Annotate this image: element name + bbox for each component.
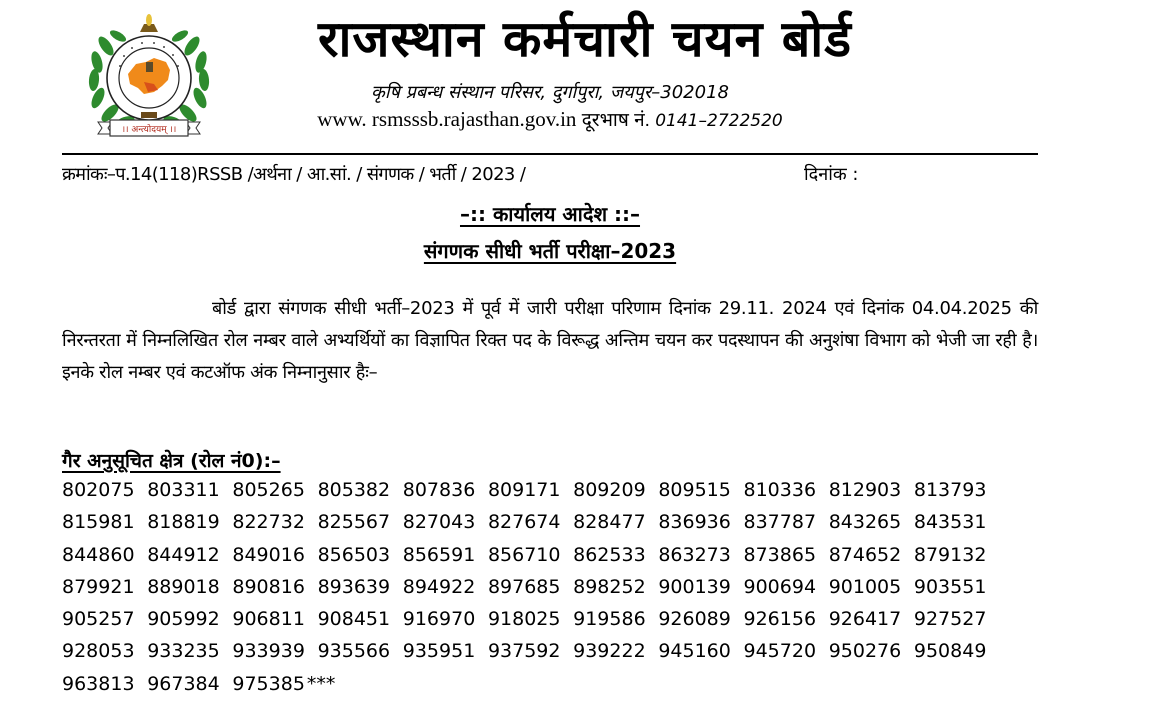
reference-line bbox=[62, 160, 1042, 190]
roll-number: 900139 bbox=[658, 575, 731, 598]
roll-number: 905992 bbox=[147, 608, 220, 631]
roll-number: 818819 bbox=[147, 511, 220, 534]
roll-number: 933939 bbox=[232, 640, 305, 663]
roll-number: 862533 bbox=[573, 543, 646, 566]
roll-number: 937592 bbox=[487, 640, 561, 663]
roll-number: 828477 bbox=[573, 511, 646, 534]
roll-number: 900694 bbox=[743, 575, 817, 598]
roll-number: 809209 bbox=[573, 479, 646, 501]
roll-number: 827674 bbox=[487, 511, 561, 534]
roll-number: 890816 bbox=[232, 575, 305, 598]
roll-number: 901005 bbox=[828, 575, 902, 598]
roll-number: 807836 bbox=[402, 479, 476, 501]
roll-number: 935566 bbox=[317, 640, 391, 663]
roll-number: 933235 bbox=[147, 640, 220, 663]
roll-number: 889018 bbox=[147, 575, 220, 598]
roll-number: 905257 bbox=[62, 608, 135, 631]
roll-number: 908451 bbox=[317, 608, 391, 631]
roll-number: 879132 bbox=[913, 543, 987, 566]
header-divider bbox=[62, 153, 1038, 155]
roll-number: 918025 bbox=[487, 608, 561, 631]
roll-number: 805265 bbox=[232, 479, 305, 501]
roll-number: 928053 bbox=[62, 640, 135, 663]
roll-number: 950849 bbox=[913, 640, 987, 663]
roll-row bbox=[62, 668, 1042, 700]
roll-number: 844860 bbox=[62, 543, 135, 566]
roll-number: 879921 bbox=[62, 575, 135, 598]
roll-number: 805382 bbox=[317, 479, 391, 501]
roll-number: 844912 bbox=[147, 543, 220, 566]
roll-number: 822732 bbox=[232, 511, 305, 534]
roll-row bbox=[62, 603, 1042, 635]
roll-row bbox=[62, 539, 1042, 571]
body-paragraph: बोर्ड द्वारा संगणक सीधी भर्ती–2023 में पूर्व में जारी परीक्षा परिणाम दिनांक 29.11. 2024 एवं दिनांक 04.04.2025 की निरन्तरता में निम्नलिखित रोल नम्बर वाले अभ्यर्थियों का विज्ञापित रिक्त पद के विरूद्ध अन्तिम चयन कर पदस्थापन की अनुशंषा विभाग को भेजी जा रही है। इनके रोल नम्बर एवं कटऑफ अंक निम्नानुसार हैः– bbox=[62, 298, 1038, 383]
roll-number: 815981 bbox=[62, 511, 135, 534]
reference-number: क्रमांकः–प.14(118)RSSB /अर्थना / आ.सां. / संगणक / भर्ती / 2023 / bbox=[62, 164, 526, 185]
roll-number-list bbox=[62, 474, 1042, 700]
roll-number: 809515 bbox=[658, 479, 731, 501]
date-label: दिनांक : bbox=[804, 164, 859, 185]
roll-row bbox=[62, 474, 1042, 506]
roll-number: 939222 bbox=[573, 640, 646, 663]
roll-number: 803311 bbox=[147, 479, 220, 501]
phone-label: दूरभाष नं. bbox=[581, 110, 650, 131]
svg-text:।। अन्त्योदयम् ।।: ।। अन्त्योदयम् ।। bbox=[121, 125, 177, 135]
board-title: राजस्थान कर्मचारी चयन बोर्ड bbox=[318, 10, 852, 68]
office-order-title: –:: कार्यालय आदेश ::– bbox=[459, 202, 641, 226]
roll-number: 950276 bbox=[828, 640, 902, 663]
roll-number: 873865 bbox=[743, 543, 817, 566]
board-address: कृषि प्रबन्ध संस्थान परिसर, दुर्गापुरा, जयपुर–302018 bbox=[371, 82, 729, 103]
roll-number: 837787 bbox=[743, 511, 817, 534]
roll-number: 916970 bbox=[402, 608, 476, 631]
roll-number: 967384 bbox=[147, 672, 220, 695]
roll-number: 894922 bbox=[402, 575, 476, 598]
roll-number: 856591 bbox=[402, 543, 476, 566]
roll-number: 856503 bbox=[317, 543, 391, 566]
website-link[interactable]: www. rsmsssb.rajasthan.gov.in bbox=[317, 107, 577, 131]
roll-number: 945160 bbox=[658, 640, 731, 663]
roll-number: 843531 bbox=[913, 511, 987, 534]
roll-row bbox=[62, 506, 1042, 538]
roll-number: 919586 bbox=[573, 608, 646, 631]
roll-number: 906811 bbox=[232, 608, 305, 631]
roll-number: 926156 bbox=[743, 608, 817, 631]
roll-number: 897685 bbox=[487, 575, 561, 598]
roll-number: 809171 bbox=[487, 479, 561, 501]
roll-number: 975385 bbox=[232, 672, 305, 695]
end-of-list-mark: *** bbox=[306, 672, 336, 695]
roll-number: 874652 bbox=[828, 543, 902, 566]
roll-number: 963813 bbox=[62, 672, 135, 695]
roll-number: 836936 bbox=[658, 511, 731, 534]
roll-number: 863273 bbox=[658, 543, 731, 566]
roll-number: 843265 bbox=[828, 511, 902, 534]
roll-number: 926089 bbox=[658, 608, 731, 631]
phone-number: 0141–2722520 bbox=[655, 111, 783, 131]
roll-row bbox=[62, 635, 1042, 667]
rsmssb-emblem-icon bbox=[84, 12, 214, 140]
roll-number: 935951 bbox=[402, 640, 476, 663]
roll-number: 849016 bbox=[232, 543, 305, 566]
roll-number: 945720 bbox=[743, 640, 817, 663]
exam-title: संगणक सीधी भर्ती परीक्षा–2023 bbox=[423, 239, 677, 263]
roll-number: 927527 bbox=[913, 608, 987, 631]
roll-number: 856710 bbox=[487, 543, 561, 566]
roll-number: 893639 bbox=[317, 575, 391, 598]
roll-number: 827043 bbox=[402, 511, 476, 534]
contact-line bbox=[290, 106, 810, 134]
roll-number: 810336 bbox=[743, 479, 817, 501]
roll-number: 813793 bbox=[913, 479, 987, 501]
section-heading: गैर अनुसूचित क्षेत्र (रोल नं0):– bbox=[62, 450, 281, 472]
roll-number: 903551 bbox=[913, 575, 987, 598]
roll-number: 802075 bbox=[62, 479, 135, 501]
roll-row bbox=[62, 571, 1042, 603]
roll-number: 898252 bbox=[573, 575, 646, 598]
roll-number: 926417 bbox=[828, 608, 902, 631]
roll-number: 825567 bbox=[317, 511, 391, 534]
roll-number: 812903 bbox=[828, 479, 902, 501]
